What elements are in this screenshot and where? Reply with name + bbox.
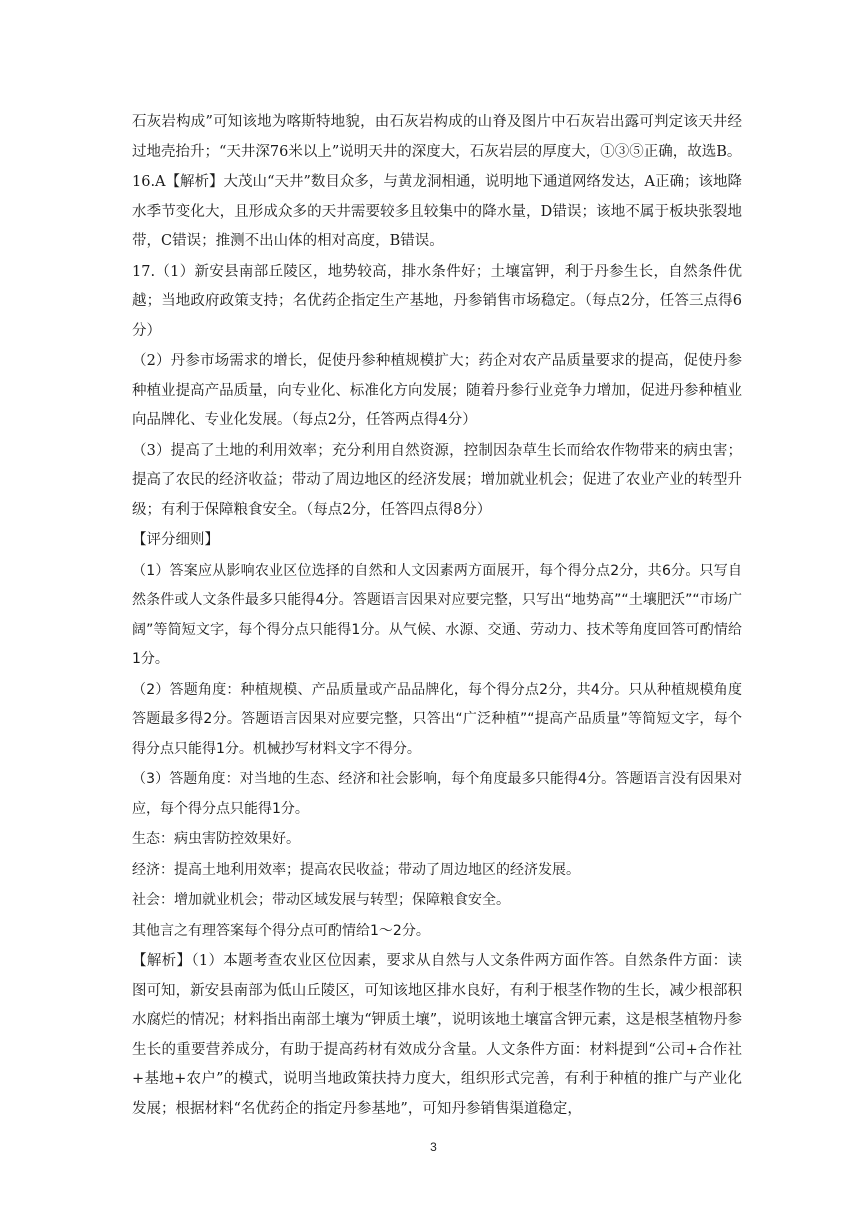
page-number: 3 <box>430 1140 437 1154</box>
paragraph-q16-answer: 16.A【解析】大茂山“天井”数目众多，与黄龙洞相通，说明地下通道网络发达，A正确；该地降水季节变化大，且形成众多的天井需要较多且较集中的降水量，D错误；该地不属于板块张裂地带，C错误；推测不出山体的相对高度，B错误。 <box>132 174 742 249</box>
scoring-rule-economy: 经济：提高土地利用效率；提高农民收益；带动了周边地区的经济发展。 <box>132 861 580 878</box>
page-content <box>132 108 742 1124</box>
scoring-rule-other: 其他言之有理答案每个得分点可酌情给1～2分。 <box>132 922 430 939</box>
scoring-rule-part2: （2）答题角度：种植规模、产品质量或产品品牌化，每个得分点2分，共4分。只从种植规模角度答题最多得2分。答题语言因果对应要完整，只答出“广泛种植”“提高产品质量”等简短文字，每个得分点只能得1分。机械抄写材料文字不得分。 <box>132 681 742 757</box>
scoring-rules-heading: 【评分细则】 <box>132 532 219 548</box>
paragraph-q17-part1-answer: 17.（1）新安县南部丘陵区，地势较高，排水条件好；土壤富钾，利于丹参生长，自然条件优越；当地政府政策支持；名优药企指定生产基地，丹参销售市场稳定。（每点2分，任答三点得6分） <box>132 263 742 339</box>
scoring-rule-part3: （3）答题角度：对当地的生态、经济和社会影响，每个角度最多只能得4分。答题语言没有因果对应，每个得分点只能得1分。 <box>132 771 742 817</box>
paragraph-q17-part2-answer: （2）丹参市场需求的增长，促使丹参种植规模扩大；药企对农产品质量要求的提高，促使丹参种植业提高产品质量，向专业化、标准化方向发展；随着丹参行业竞争力增加，促进丹参种植业向品牌化、专业化发展。（每点2分，任答两点得4分） <box>132 353 742 428</box>
scoring-rule-part1: （1）答案应从影响农业区位选择的自然和人文因素两方面展开，每个得分点2分，共6分。只写自然条件或人文条件最多只能得4分。答题语言因果对应要完整，只写出“地势高”“土壤肥沃”“市场广阔”等简短文字，每个得分点只能得1分。从气候、水源、交通、劳动力、技术等角度回答可酌情给1分。 <box>132 562 742 667</box>
analysis-paragraph: 【解析】（1）本题考查农业区位因素，要求从自然与人文条件两方面作答。自然条件方面：读图可知，新安县南部为低山丘陵区，可知该地区排水良好，有利于根茎作物的生长，减少根部积水腐烂的情况；材料指出南部土壤为“钾质土壤”，说明该地土壤富含钾元素，这是根茎植物丹参生长的重要营养成分，有助于提高药材有效成分含量。人文条件方面：材料提到“公司+合作社+基地+农户”的模式，说明当地政策扶持力度大，组织形式完善，有利于种植的推广与产业化发展；根据材料“名优药企的指定丹参基地”，可知丹参销售渠道稳定， <box>132 953 742 1117</box>
paragraph-q15-continuation: 石灰岩构成”可知该地为喀斯特地貌，由石灰岩构成的山脊及图片中石灰岩出露可判定该天井经过地壳抬升；“天井深76米以上”说明天井的深度大，石灰岩层的厚度大，①③⑤正确，故选B。 <box>132 114 742 160</box>
scoring-rule-society: 社会：增加就业机会；带动区域发展与转型；保障粮食安全。 <box>132 892 510 908</box>
paragraph-q17-part3-answer: （3）提高了土地的利用效率；充分利用自然资源，控制因杂草生长而给农作物带来的病虫害；提高了农民的经济收益；带动了周边地区的经济发展；增加就业机会；促进了农业产业的转型升级；有利于保障粮食安全。（每点2分，任答四点得8分） <box>132 442 742 518</box>
scoring-rule-ecology: 生态：病虫害防控效果好。 <box>132 831 300 847</box>
